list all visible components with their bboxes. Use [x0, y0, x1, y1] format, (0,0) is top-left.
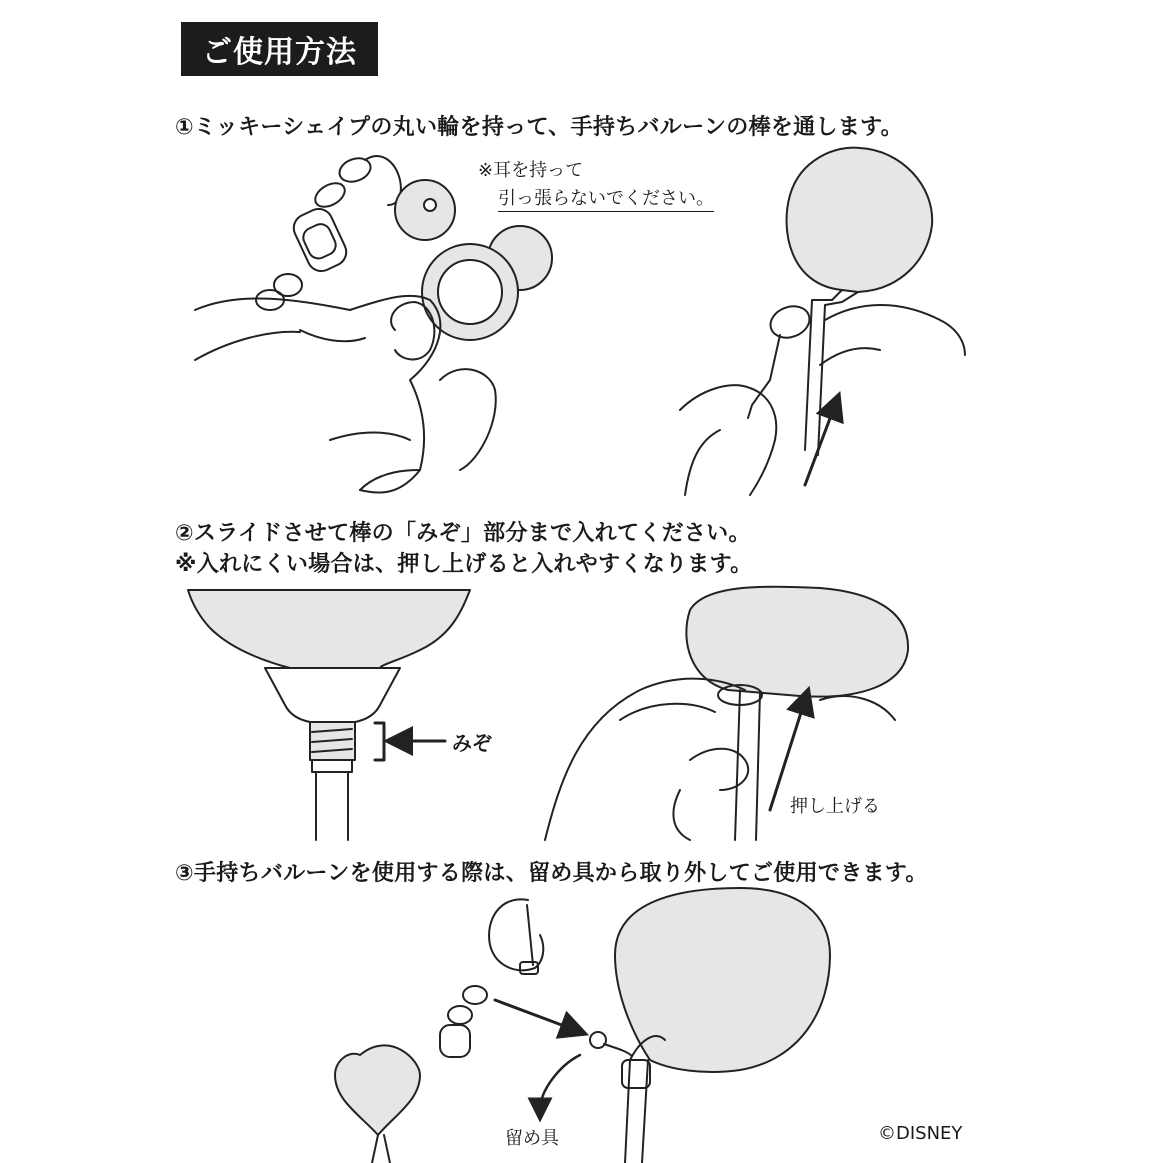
- step-3-balloon-illustration: [590, 888, 830, 1163]
- clasp-pointer-arrow: [540, 1055, 580, 1110]
- step-2-groove-illustration: [188, 590, 470, 840]
- step-1-balloon-illustration: [680, 148, 965, 495]
- push-up-arrow: [770, 700, 805, 810]
- detach-arrow: [495, 1000, 575, 1030]
- step-1-keychain-illustration: [195, 154, 552, 492]
- step-2-note: ※入れにくい場合は、押し上げると入れやすくなります。: [175, 552, 753, 577]
- step-1-note-line-1: ※耳を持って: [478, 160, 584, 181]
- step-1-text: ①ミッキーシェイプの丸い輪を持って、手持ちバルーンの棒を通します。: [175, 115, 903, 140]
- push-up-label: 押し上げる: [790, 796, 880, 817]
- step-2-push-illustration: [545, 587, 908, 840]
- step-3-clasp-illustration: [335, 899, 543, 1163]
- groove-label: みぞ: [452, 731, 492, 755]
- step-2-text: ②スライドさせて棒の「みぞ」部分まで入れてください。: [175, 521, 751, 546]
- step-1-note-line-2: 引っ張らないでください。: [498, 184, 714, 212]
- copyright-text: ©DISNEY: [878, 1123, 963, 1144]
- section-title-text: ご使用方法: [202, 35, 357, 70]
- clasp-label: 留め具: [505, 1128, 559, 1149]
- step-3-text: ③手持ちバルーンを使用する際は、留め具から取り外してご使用できます。: [175, 861, 928, 886]
